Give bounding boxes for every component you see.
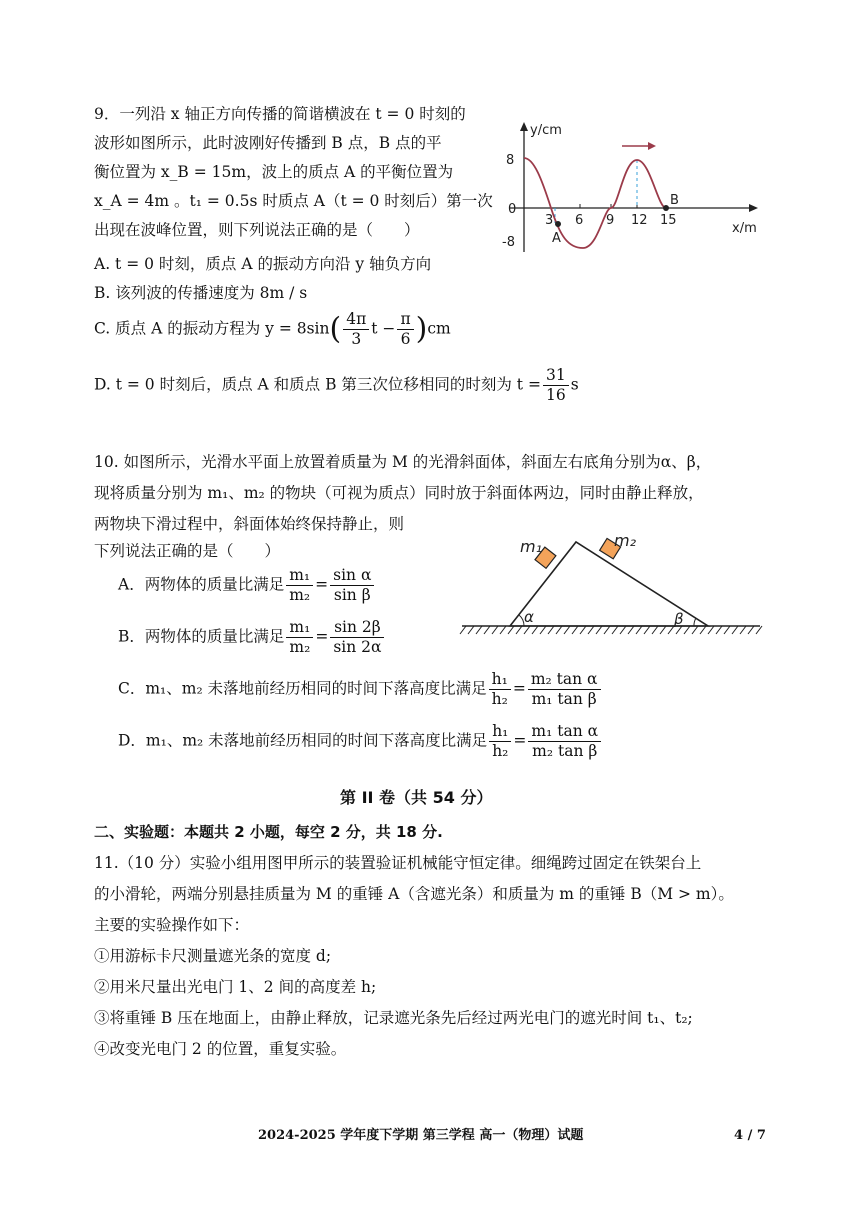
q10-option-d: D．m₁、m₂ 未落地前经历相同的时间下落高度比满足 $\frac{\text{h₁}}{\text{h₂}}$ = $\frac{\text{m₁ tan α}}{\text{m₂ tan β}}$ — [118, 722, 603, 761]
wave-y-label: y/cm — [530, 123, 562, 138]
incline-m2-label: m₂ — [614, 531, 636, 550]
q11-step-3: ③将重锤 B 压在地面上，由静止释放，记录遮光条先后经过两光电门的遮光时间 t₁、t₂; — [94, 1009, 693, 1027]
q10-option-b-fraction-left: $\frac{\text{m₁}}{\text{m₂}}$ — [286, 618, 313, 657]
wave-x-tick-6: 6 — [575, 213, 584, 228]
wave-x-tick-9: 9 — [606, 213, 615, 228]
q11-step-4: ④改变光电门 2 的位置，重复实验。 — [94, 1040, 347, 1058]
q10-option-d-text: D．m₁、m₂ 未落地前经历相同的时间下落高度比满足 — [118, 731, 488, 750]
q11-step-2: ②用米尺量出光电门 1、2 间的高度差 h; — [94, 978, 377, 996]
q9-option-c-mid: t − — [371, 319, 396, 338]
section-ii-heading: 二、实验题：本题共 2 小题，每空 2 分，共 18 分. — [94, 823, 443, 841]
wave-point-a — [555, 221, 561, 227]
q10-option-b-fraction-right: $\frac{\sin 2\beta}{\sin 2\alpha}$ — [330, 618, 384, 657]
q10-option-a: A．两物体的质量比满足 $\frac{\text{m₁}}{\text{m₂}}$ = $\frac{\text{sin α}}{\text{sin β}}$ — [118, 566, 376, 605]
wave-x-label: x/m — [732, 221, 757, 236]
q10-option-c-text: C．m₁、m₂ 未落地前经历相同的时间下落高度比满足 — [118, 679, 487, 698]
wave-x-tick-3: 3 — [545, 213, 554, 228]
q10-option-d-fraction-left: $\frac{\text{h₁}}{\text{h₂}}$ — [489, 722, 511, 761]
incline-beta-label: β — [674, 610, 684, 628]
incline-figure — [458, 528, 768, 640]
q9-line-2: 波形如图所示，此时波刚好传播到 B 点，B 点的平 — [94, 134, 442, 152]
q10-option-a-fraction-left: $\frac{\text{m₁}}{\text{m₂}}$ — [286, 566, 313, 605]
q9-line-3: 衡位置为 x_B = 15m，波上的质点 A 的平衡位置为 — [94, 163, 454, 181]
q10-option-b: B．两物体的质量比满足 $\frac{\text{m₁}}{\text{m₂}}$ = $\frac{\sin 2\beta}{\sin 2\alpha}$ — [118, 618, 386, 657]
q9-option-a: A. t = 0 时刻，质点 A 的振动方向沿 y 轴负方向 — [94, 255, 432, 273]
q9-option-c-text: C. 质点 A 的振动方程为 y = 8sin — [94, 319, 330, 338]
incline-alpha-label: α — [524, 608, 534, 626]
q10-option-b-text: B．两物体的质量比满足 — [118, 627, 285, 646]
q10-line-1: 10. 如图所示，光滑水平面上放置着质量为 M 的光滑斜面体，斜面左右底角分别为α、β， — [94, 453, 712, 471]
q11-line-2: 的小滑轮，两端分别悬挂质量为 M 的重锤 A（含遮光条）和质量为 m 的重锤 B（M > m）。 — [94, 885, 734, 903]
q9-option-d-text: D. t = 0 时刻后，质点 A 和质点 B 第三次位移相同的时刻为 t = — [94, 375, 541, 394]
q9-option-c-fraction-2: $\frac{\pi}{6}$ — [397, 310, 413, 349]
q10-option-a-text: A．两物体的质量比满足 — [118, 575, 285, 594]
wave-curve — [524, 158, 666, 248]
wave-x-tick-12: 12 — [631, 213, 648, 228]
footer-title: 2024-2025 学年度下学期 第三学程 高一（物理）试题 — [258, 1128, 584, 1143]
q10-option-c: C．m₁、m₂ 未落地前经历相同的时间下落高度比满足 $\frac{\text{h₁}}{\text{h₂}}$ = $\frac{\text{m₂ tan α}}{\text{m₁ tan β}}$ — [118, 670, 603, 709]
section-ii-title: 第 II 卷（共 54 分） — [340, 788, 493, 807]
q10-option-d-fraction-right: $\frac{\text{m₁ tan α}}{\text{m₂ tan β}}$ — [528, 722, 601, 761]
q10-option-c-fraction-left: $\frac{\text{h₁}}{\text{h₂}}$ — [489, 670, 511, 709]
wave-y-tick-8: 8 — [506, 153, 515, 168]
q9-option-d-unit: s — [570, 375, 579, 394]
q9-option-d-fraction: $\frac{31}{16}$ — [543, 366, 569, 405]
wave-figure — [500, 118, 770, 258]
q10-line-2: 现将质量分别为 m₁、m₂ 的物块（可视为质点）同时放于斜面体两边，同时由静止释放， — [94, 484, 704, 502]
q10-option-a-fraction-right: $\frac{\text{sin α}}{\text{sin β}}$ — [330, 566, 374, 605]
q9-line-4: x_A = 4m 。t₁ = 0.5s 时质点 A（t = 0 时刻后）第一次 — [94, 192, 493, 210]
wave-y-tick-0: 0 — [508, 202, 517, 217]
wave-point-b-label: B — [670, 193, 679, 208]
q10-line-4: 下列说法正确的是（ ） — [94, 542, 281, 560]
q10-line-3: 两物块下滑过程中，斜面体始终保持静止，则 — [94, 515, 405, 533]
q9-option-c-unit: cm — [427, 319, 451, 338]
wave-point-b — [663, 205, 669, 211]
wave-point-a-label: A — [552, 231, 561, 246]
q11-step-1: ①用游标卡尺测量遮光条的宽度 d; — [94, 947, 332, 965]
q9-option-c: C. 质点 A 的振动方程为 y = 8sin( $\frac{4\pi}{3}$ t − $\frac{\pi}{6}$ )cm — [94, 310, 451, 348]
q9-option-b: B. 该列波的传播速度为 8m / s — [94, 284, 308, 302]
q9-line-1: 9．一列沿 x 轴正方向传播的简谐横波在 t = 0 时刻的 — [94, 105, 466, 123]
wave-y-tick-neg8: -8 — [502, 235, 515, 250]
q11-line-3: 主要的实验操作如下： — [94, 916, 250, 934]
incline-m1-label: m₁ — [520, 537, 542, 556]
q9-option-c-fraction-1: $\frac{4\pi}{3}$ — [343, 310, 369, 349]
q9-line-5: 出现在波峰位置，则下列说法正确的是（ ） — [94, 221, 420, 239]
q10-option-c-fraction-right: $\frac{\text{m₂ tan α}}{\text{m₁ tan β}}$ — [528, 670, 601, 709]
q9-option-d — [94, 366, 579, 405]
q11-line-1: 11.（10 分）实验小组用图甲所示的装置验证机械能守恒定律。细绳跨过固定在铁架台上 — [94, 854, 702, 872]
wave-x-tick-15: 15 — [660, 213, 677, 228]
page-number: 4 / 7 — [734, 1128, 766, 1143]
